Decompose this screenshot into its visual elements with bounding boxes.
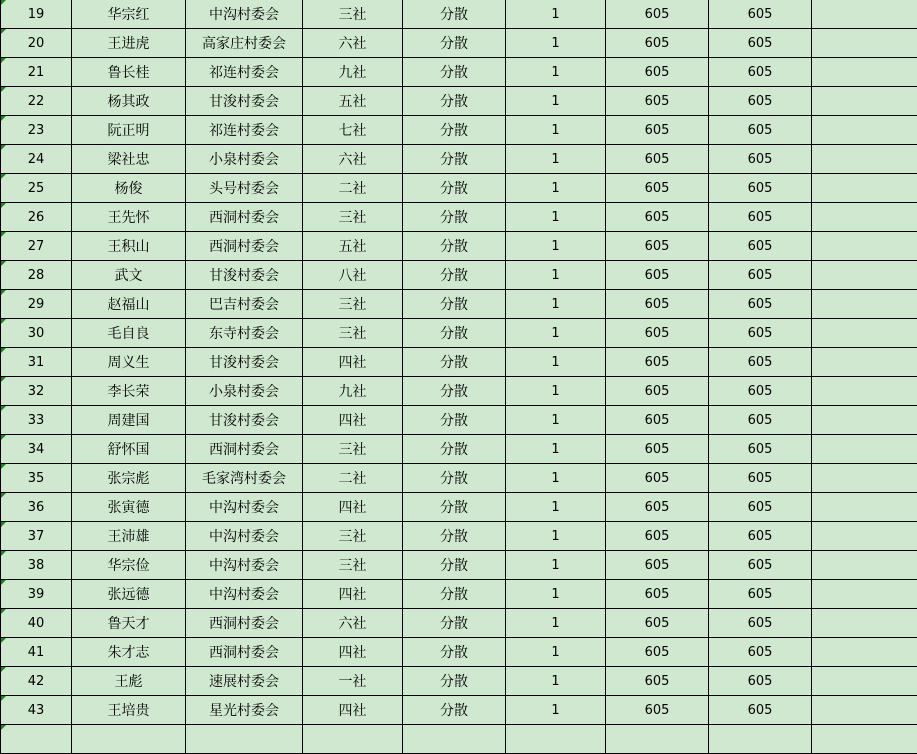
cell-group[interactable]: 四社 <box>303 638 403 667</box>
cell-group[interactable]: 一社 <box>303 667 403 696</box>
cell-group[interactable] <box>303 725 403 754</box>
cell-note[interactable] <box>812 522 917 551</box>
cell-index[interactable]: 19 <box>1 0 72 29</box>
cell-standard[interactable]: 605 <box>606 580 709 609</box>
cell-note[interactable] <box>812 232 917 261</box>
cell-village[interactable]: 西洞村委会 <box>186 232 303 261</box>
cell-standard[interactable]: 605 <box>606 377 709 406</box>
cell-standard[interactable]: 605 <box>606 290 709 319</box>
cell-standard[interactable]: 605 <box>606 696 709 725</box>
cell-name[interactable]: 张寅德 <box>72 493 186 522</box>
cell-name[interactable]: 华宗红 <box>72 0 186 29</box>
cell-village[interactable]: 甘浚村委会 <box>186 406 303 435</box>
cell-index[interactable]: 30 <box>1 319 72 348</box>
cell-standard[interactable]: 605 <box>606 174 709 203</box>
cell-amount[interactable]: 605 <box>709 464 812 493</box>
cell-standard[interactable]: 605 <box>606 522 709 551</box>
cell-name[interactable] <box>72 725 186 754</box>
cell-note[interactable] <box>812 725 917 754</box>
cell-village[interactable]: 东寺村委会 <box>186 319 303 348</box>
cell-index[interactable]: 35 <box>1 464 72 493</box>
table-row <box>1 696 917 725</box>
cell-type[interactable]: 分散 <box>403 174 506 203</box>
cell-amount[interactable]: 605 <box>709 58 812 87</box>
cell-village[interactable]: 祁连村委会 <box>186 116 303 145</box>
cell-note[interactable] <box>812 551 917 580</box>
cell-group[interactable]: 二社 <box>303 464 403 493</box>
cell-standard[interactable]: 605 <box>606 232 709 261</box>
cell-standard[interactable]: 605 <box>606 0 709 29</box>
cell-amount[interactable]: 605 <box>709 232 812 261</box>
cell-count[interactable]: 1 <box>506 522 606 551</box>
table-row <box>1 174 917 203</box>
cell-group[interactable]: 四社 <box>303 406 403 435</box>
cell-standard[interactable]: 605 <box>606 116 709 145</box>
cell-index[interactable]: 37 <box>1 522 72 551</box>
cell-name[interactable]: 梁社忠 <box>72 145 186 174</box>
cell-amount[interactable]: 605 <box>709 667 812 696</box>
cell-note[interactable] <box>812 29 917 58</box>
cell-note[interactable] <box>812 261 917 290</box>
cell-count[interactable]: 1 <box>506 580 606 609</box>
cell-group[interactable]: 六社 <box>303 145 403 174</box>
cell-group[interactable]: 九社 <box>303 377 403 406</box>
cell-type[interactable]: 分散 <box>403 435 506 464</box>
cell-name[interactable]: 王彪 <box>72 667 186 696</box>
cell-village[interactable]: 速展村委会 <box>186 667 303 696</box>
table-row <box>1 261 917 290</box>
cell-name[interactable]: 周建国 <box>72 406 186 435</box>
table-row <box>1 580 917 609</box>
cell-type[interactable]: 分散 <box>403 0 506 29</box>
cell-type[interactable]: 分散 <box>403 638 506 667</box>
cell-amount[interactable]: 605 <box>709 638 812 667</box>
cell-note[interactable] <box>812 609 917 638</box>
cell-name[interactable]: 周义生 <box>72 348 186 377</box>
cell-count[interactable]: 1 <box>506 29 606 58</box>
cell-type[interactable]: 分散 <box>403 377 506 406</box>
cell-group[interactable]: 三社 <box>303 203 403 232</box>
cell-type[interactable]: 分散 <box>403 522 506 551</box>
cell-count[interactable]: 1 <box>506 696 606 725</box>
table-row <box>1 464 917 493</box>
cell-name[interactable]: 鲁天才 <box>72 609 186 638</box>
cell-group[interactable]: 三社 <box>303 522 403 551</box>
table-row <box>1 725 917 754</box>
cell-amount[interactable]: 605 <box>709 522 812 551</box>
cell-amount[interactable]: 605 <box>709 290 812 319</box>
cell-name[interactable]: 王沛雄 <box>72 522 186 551</box>
cell-name[interactable]: 舒怀国 <box>72 435 186 464</box>
cell-standard[interactable]: 605 <box>606 348 709 377</box>
cell-name[interactable]: 杨俊 <box>72 174 186 203</box>
cell-village[interactable]: 中沟村委会 <box>186 0 303 29</box>
table-row <box>1 319 917 348</box>
cell-note[interactable] <box>812 290 917 319</box>
cell-count[interactable]: 1 <box>506 406 606 435</box>
cell-index[interactable]: 25 <box>1 174 72 203</box>
cell-index[interactable] <box>1 725 72 754</box>
cell-count[interactable]: 1 <box>506 261 606 290</box>
table-row <box>1 348 917 377</box>
cell-amount[interactable]: 605 <box>709 551 812 580</box>
cell-type[interactable]: 分散 <box>403 319 506 348</box>
cell-amount[interactable]: 605 <box>709 348 812 377</box>
table-row <box>1 290 917 319</box>
table-row <box>1 406 917 435</box>
cell-type[interactable]: 分散 <box>403 203 506 232</box>
cell-index[interactable]: 21 <box>1 58 72 87</box>
cell-count[interactable]: 1 <box>506 58 606 87</box>
table-row <box>1 667 917 696</box>
cell-standard[interactable]: 605 <box>606 406 709 435</box>
cell-index[interactable]: 33 <box>1 406 72 435</box>
cell-count[interactable]: 1 <box>506 174 606 203</box>
cell-amount[interactable]: 605 <box>709 493 812 522</box>
cell-count[interactable]: 1 <box>506 116 606 145</box>
cell-name[interactable]: 张远德 <box>72 580 186 609</box>
cell-note[interactable] <box>812 116 917 145</box>
table-row <box>1 522 917 551</box>
cell-group[interactable]: 六社 <box>303 609 403 638</box>
cell-note[interactable] <box>812 493 917 522</box>
cell-index[interactable]: 36 <box>1 493 72 522</box>
cell-note[interactable] <box>812 435 917 464</box>
cell-type[interactable]: 分散 <box>403 87 506 116</box>
cell-amount[interactable]: 605 <box>709 116 812 145</box>
cell-village[interactable]: 西洞村委会 <box>186 435 303 464</box>
cell-type[interactable]: 分散 <box>403 406 506 435</box>
cell-group[interactable]: 六社 <box>303 29 403 58</box>
cell-name[interactable]: 张宗彪 <box>72 464 186 493</box>
cell-type[interactable]: 分散 <box>403 464 506 493</box>
cell-name[interactable]: 杨其政 <box>72 87 186 116</box>
table-row <box>1 609 917 638</box>
cell-standard[interactable]: 605 <box>606 435 709 464</box>
cell-note[interactable] <box>812 638 917 667</box>
cell-type[interactable]: 分散 <box>403 232 506 261</box>
cell-name[interactable]: 鲁长桂 <box>72 58 186 87</box>
cell-count[interactable]: 1 <box>506 232 606 261</box>
cell-type[interactable]: 分散 <box>403 348 506 377</box>
cell-amount[interactable]: 605 <box>709 580 812 609</box>
cell-amount[interactable] <box>709 725 812 754</box>
cell-amount[interactable]: 605 <box>709 319 812 348</box>
cell-group[interactable]: 八社 <box>303 261 403 290</box>
cell-note[interactable] <box>812 87 917 116</box>
cell-group[interactable]: 三社 <box>303 319 403 348</box>
cell-index[interactable]: 32 <box>1 377 72 406</box>
cell-type[interactable]: 分散 <box>403 493 506 522</box>
cell-name[interactable]: 朱才志 <box>72 638 186 667</box>
cell-group[interactable]: 三社 <box>303 0 403 29</box>
cell-type[interactable]: 分散 <box>403 551 506 580</box>
table-row <box>1 203 917 232</box>
cell-name[interactable]: 华宗俭 <box>72 551 186 580</box>
table-row <box>1 145 917 174</box>
cell-count[interactable]: 1 <box>506 464 606 493</box>
cell-group[interactable]: 四社 <box>303 580 403 609</box>
table-row <box>1 638 917 667</box>
table-row <box>1 435 917 464</box>
cell-index[interactable]: 43 <box>1 696 72 725</box>
cell-group[interactable]: 三社 <box>303 290 403 319</box>
cell-village[interactable]: 星光村委会 <box>186 696 303 725</box>
table-row <box>1 116 917 145</box>
cell-note[interactable] <box>812 406 917 435</box>
cell-note[interactable] <box>812 203 917 232</box>
cell-type[interactable]: 分散 <box>403 58 506 87</box>
cell-standard[interactable]: 605 <box>606 667 709 696</box>
cell-note[interactable] <box>812 145 917 174</box>
cell-type[interactable]: 分散 <box>403 580 506 609</box>
cell-amount[interactable]: 605 <box>709 174 812 203</box>
cell-type[interactable]: 分散 <box>403 116 506 145</box>
cell-village[interactable]: 甘浚村委会 <box>186 87 303 116</box>
cell-village[interactable]: 高家庄村委会 <box>186 29 303 58</box>
cell-count[interactable]: 1 <box>506 435 606 464</box>
cell-amount[interactable]: 605 <box>709 377 812 406</box>
cell-amount[interactable]: 605 <box>709 261 812 290</box>
cell-village[interactable]: 西洞村委会 <box>186 203 303 232</box>
cell-type[interactable]: 分散 <box>403 609 506 638</box>
cell-count[interactable] <box>506 725 606 754</box>
cell-standard[interactable]: 605 <box>606 638 709 667</box>
cell-amount[interactable]: 605 <box>709 696 812 725</box>
cell-index[interactable]: 20 <box>1 29 72 58</box>
cell-count[interactable]: 1 <box>506 667 606 696</box>
cell-count[interactable]: 1 <box>506 145 606 174</box>
cell-count[interactable]: 1 <box>506 638 606 667</box>
table-row <box>1 377 917 406</box>
cell-note[interactable] <box>812 174 917 203</box>
cell-village[interactable]: 甘浚村委会 <box>186 261 303 290</box>
table-body <box>1 0 917 754</box>
cell-standard[interactable]: 605 <box>606 87 709 116</box>
cell-index[interactable]: 29 <box>1 290 72 319</box>
cell-group[interactable]: 七社 <box>303 116 403 145</box>
cell-village[interactable]: 中沟村委会 <box>186 493 303 522</box>
cell-note[interactable] <box>812 0 917 29</box>
cell-standard[interactable]: 605 <box>606 493 709 522</box>
cell-name[interactable]: 王先怀 <box>72 203 186 232</box>
cell-amount[interactable]: 605 <box>709 406 812 435</box>
cell-count[interactable]: 1 <box>506 609 606 638</box>
cell-amount[interactable]: 605 <box>709 203 812 232</box>
cell-name[interactable]: 李长荣 <box>72 377 186 406</box>
cell-note[interactable] <box>812 319 917 348</box>
cell-count[interactable]: 1 <box>506 290 606 319</box>
cell-village[interactable]: 小泉村委会 <box>186 145 303 174</box>
cell-standard[interactable]: 605 <box>606 319 709 348</box>
cell-name[interactable]: 王进虎 <box>72 29 186 58</box>
cell-type[interactable]: 分散 <box>403 667 506 696</box>
cell-index[interactable]: 26 <box>1 203 72 232</box>
cell-group[interactable]: 五社 <box>303 232 403 261</box>
cell-standard[interactable]: 605 <box>606 58 709 87</box>
cell-index[interactable]: 39 <box>1 580 72 609</box>
cell-village[interactable]: 中沟村委会 <box>186 522 303 551</box>
cell-village[interactable] <box>186 725 303 754</box>
cell-name[interactable]: 武文 <box>72 261 186 290</box>
cell-group[interactable]: 四社 <box>303 696 403 725</box>
cell-group[interactable]: 二社 <box>303 174 403 203</box>
cell-village[interactable]: 巴吉村委会 <box>186 290 303 319</box>
cell-amount[interactable]: 605 <box>709 145 812 174</box>
cell-village[interactable]: 西洞村委会 <box>186 609 303 638</box>
cell-standard[interactable]: 605 <box>606 609 709 638</box>
cell-standard[interactable] <box>606 725 709 754</box>
table-row <box>1 493 917 522</box>
cell-standard[interactable]: 605 <box>606 203 709 232</box>
cell-index[interactable]: 41 <box>1 638 72 667</box>
cell-type[interactable]: 分散 <box>403 145 506 174</box>
cell-amount[interactable]: 605 <box>709 609 812 638</box>
cell-group[interactable]: 九社 <box>303 58 403 87</box>
cell-village[interactable]: 小泉村委会 <box>186 377 303 406</box>
cell-index[interactable]: 27 <box>1 232 72 261</box>
cell-count[interactable]: 1 <box>506 319 606 348</box>
cell-village[interactable]: 甘浚村委会 <box>186 348 303 377</box>
cell-note[interactable] <box>812 667 917 696</box>
cell-count[interactable]: 1 <box>506 0 606 29</box>
cell-village[interactable]: 中沟村委会 <box>186 551 303 580</box>
cell-standard[interactable]: 605 <box>606 145 709 174</box>
cell-note[interactable] <box>812 58 917 87</box>
cell-count[interactable]: 1 <box>506 203 606 232</box>
cell-amount[interactable]: 605 <box>709 29 812 58</box>
cell-index[interactable]: 28 <box>1 261 72 290</box>
cell-name[interactable]: 王培贵 <box>72 696 186 725</box>
table-row <box>1 58 917 87</box>
cell-group[interactable]: 三社 <box>303 435 403 464</box>
table-row <box>1 232 917 261</box>
cell-index[interactable]: 38 <box>1 551 72 580</box>
cell-type[interactable]: 分散 <box>403 290 506 319</box>
cell-standard[interactable]: 605 <box>606 464 709 493</box>
cell-note[interactable] <box>812 464 917 493</box>
cell-index[interactable]: 34 <box>1 435 72 464</box>
cell-index[interactable]: 42 <box>1 667 72 696</box>
table-row <box>1 0 917 29</box>
cell-standard[interactable]: 605 <box>606 29 709 58</box>
table-row <box>1 551 917 580</box>
cell-note[interactable] <box>812 377 917 406</box>
cell-village[interactable]: 祁连村委会 <box>186 58 303 87</box>
cell-amount[interactable]: 605 <box>709 435 812 464</box>
cell-village[interactable]: 头号村委会 <box>186 174 303 203</box>
cell-index[interactable]: 31 <box>1 348 72 377</box>
cell-amount[interactable]: 605 <box>709 87 812 116</box>
cell-name[interactable]: 王积山 <box>72 232 186 261</box>
cell-note[interactable] <box>812 348 917 377</box>
cell-village[interactable]: 中沟村委会 <box>186 580 303 609</box>
cell-count[interactable]: 1 <box>506 493 606 522</box>
table-row <box>1 29 917 58</box>
cell-note[interactable] <box>812 580 917 609</box>
cell-count[interactable]: 1 <box>506 348 606 377</box>
cell-index[interactable]: 22 <box>1 87 72 116</box>
cell-type[interactable]: 分散 <box>403 29 506 58</box>
cell-count[interactable]: 1 <box>506 87 606 116</box>
table-row <box>1 87 917 116</box>
cell-index[interactable]: 24 <box>1 145 72 174</box>
cell-name[interactable]: 阮正明 <box>72 116 186 145</box>
cell-name[interactable]: 毛自良 <box>72 319 186 348</box>
cell-village[interactable]: 西洞村委会 <box>186 638 303 667</box>
cell-group[interactable]: 四社 <box>303 348 403 377</box>
cell-name[interactable]: 赵福山 <box>72 290 186 319</box>
cell-group[interactable]: 三社 <box>303 551 403 580</box>
cell-index[interactable]: 23 <box>1 116 72 145</box>
cell-standard[interactable]: 605 <box>606 261 709 290</box>
cell-group[interactable]: 五社 <box>303 87 403 116</box>
cell-count[interactable]: 1 <box>506 377 606 406</box>
cell-standard[interactable]: 605 <box>606 551 709 580</box>
cell-note[interactable] <box>812 696 917 725</box>
cell-type[interactable]: 分散 <box>403 261 506 290</box>
cell-count[interactable]: 1 <box>506 551 606 580</box>
cell-type[interactable]: 分散 <box>403 696 506 725</box>
cell-index[interactable]: 40 <box>1 609 72 638</box>
cell-type[interactable] <box>403 725 506 754</box>
cell-amount[interactable]: 605 <box>709 0 812 29</box>
cell-village[interactable]: 毛家湾村委会 <box>186 464 303 493</box>
cell-group[interactable]: 四社 <box>303 493 403 522</box>
